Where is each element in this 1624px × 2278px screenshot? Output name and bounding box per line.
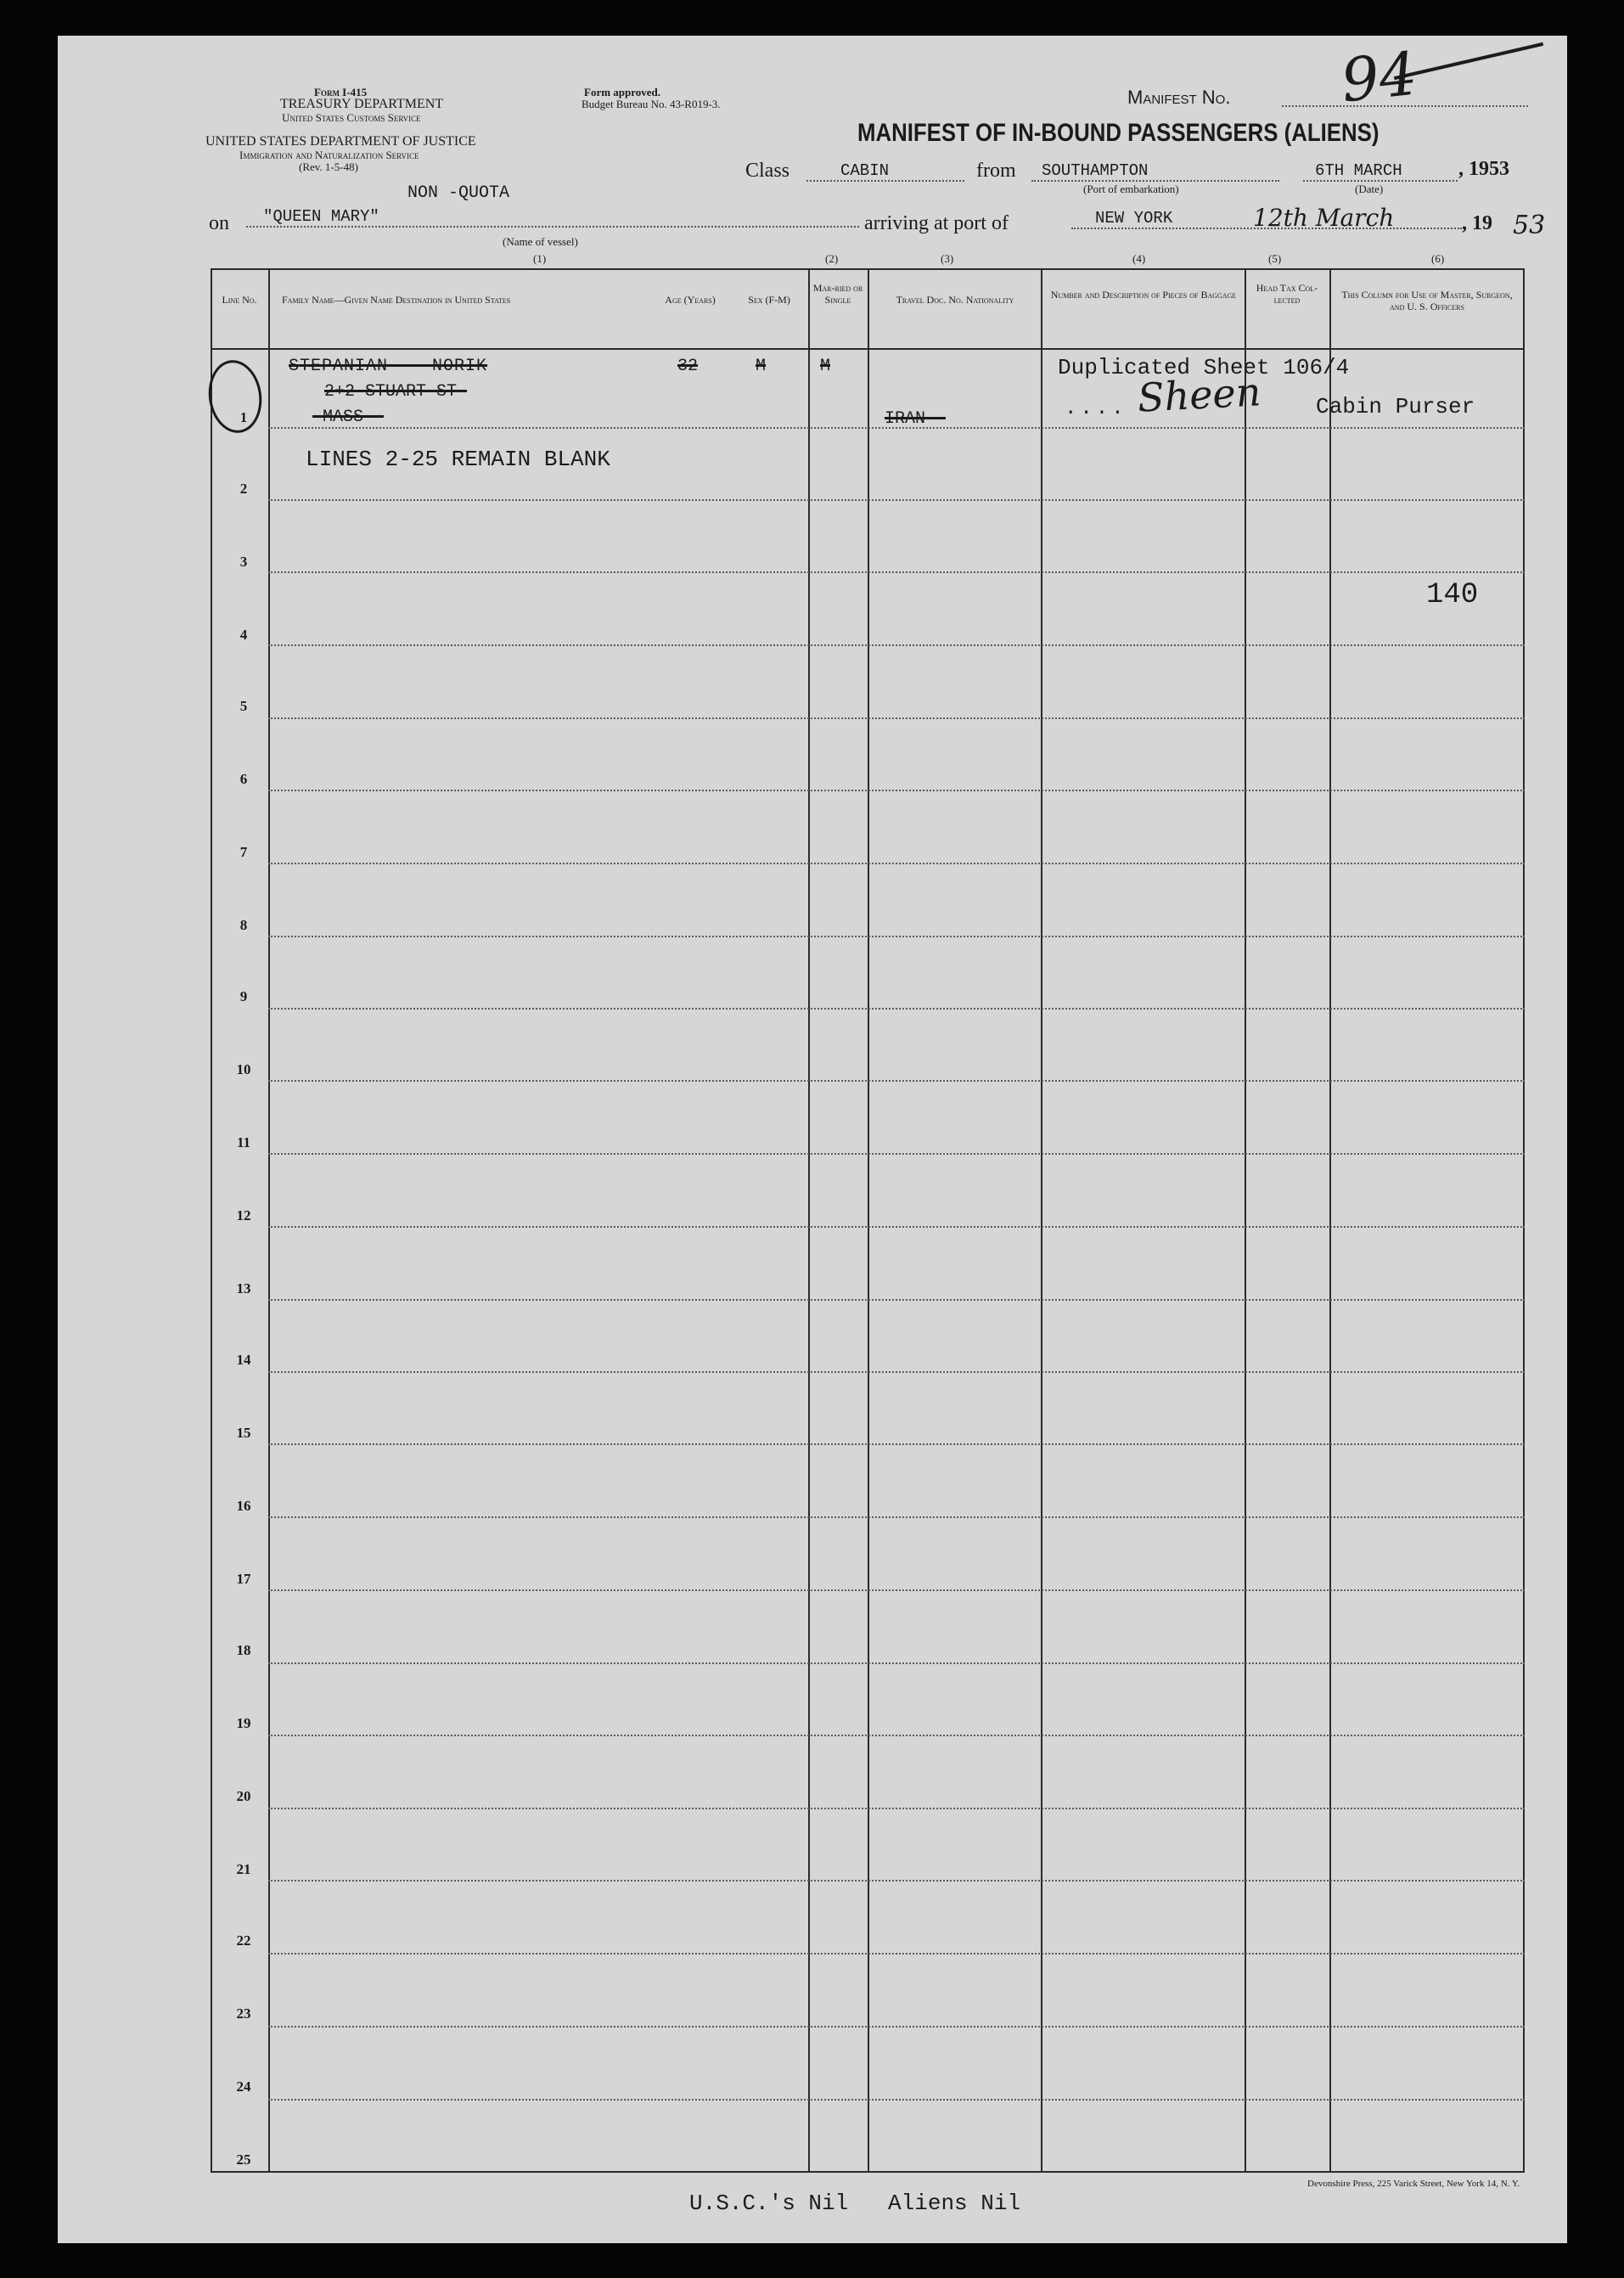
signature-dots: .... <box>1065 397 1127 420</box>
passenger-name: STEPANIAN----NORIK <box>289 357 488 376</box>
row-number: 9 <box>239 988 248 1004</box>
passenger-sex: M <box>756 357 767 376</box>
manifest-number: 94 <box>1337 38 1421 116</box>
row-number: 25 <box>236 2151 251 2168</box>
row-number: 7 <box>239 844 248 860</box>
purser-signature: Sheen <box>1136 368 1262 421</box>
column-number: (3) <box>941 252 954 265</box>
row-number: 12 <box>236 1207 251 1223</box>
column-divider <box>1329 268 1331 2173</box>
header-baggage: Number and Description of Pieces of Baggage <box>1050 289 1237 301</box>
row-number: 2 <box>239 481 248 497</box>
department-of-justice: UNITED STATES DEPARTMENT OF JUSTICE <box>205 134 476 149</box>
row-rule <box>268 1226 1525 1228</box>
row-number: 6 <box>239 771 248 787</box>
treasury-department: TREASURY DEPARTMENT <box>280 97 444 111</box>
passenger-age: 32 <box>677 357 699 376</box>
row-rule <box>268 717 1525 719</box>
row-rule <box>268 571 1525 573</box>
column-divider <box>868 268 869 2173</box>
row-rule <box>268 1443 1525 1445</box>
row-number: 20 <box>236 1788 251 1804</box>
row-rule <box>268 790 1525 791</box>
row-number: 5 <box>239 698 248 714</box>
arrival-date: 12th March <box>1253 204 1395 232</box>
class-label: Class <box>745 160 790 182</box>
class-value: CABIN <box>806 161 964 182</box>
row-number: 4 <box>239 627 248 643</box>
row-number: 16 <box>236 1498 251 1514</box>
row-number: 23 <box>236 2005 251 2022</box>
vessel-name: "QUEEN MARY" <box>246 207 859 228</box>
header-officers: This Column for Use of Master, Surgeon, and U. S. Officers <box>1341 289 1513 312</box>
row-number: 15 <box>236 1425 251 1441</box>
column-divider <box>1041 268 1042 2173</box>
row-number: 8 <box>239 917 248 933</box>
passenger-state: -MASS-- <box>312 408 385 427</box>
row-rule <box>268 936 1525 937</box>
row-number: 14 <box>236 1352 251 1368</box>
row-rule <box>268 2099 1525 2101</box>
on-label: on <box>209 212 229 234</box>
printer-imprint: Devonshire Press, 225 Varick Street, New York 14, N. Y. <box>1307 2179 1520 2189</box>
row-rule <box>268 1953 1525 1955</box>
column-number: (6) <box>1431 252 1445 265</box>
header-married: Mar-ried or Single <box>812 282 863 306</box>
arrival-year-prefix: , 19 <box>1462 212 1492 234</box>
row-number: 1 <box>239 409 248 425</box>
arrival-port: NEW YORK <box>1071 209 1462 229</box>
row-rule <box>268 499 1525 501</box>
row-rule <box>268 863 1525 864</box>
duplicated-sheet-note: Duplicated Sheet 106/4 <box>1058 355 1350 380</box>
column-divider <box>1245 268 1246 2173</box>
row-number: 19 <box>236 1715 251 1731</box>
row-rule <box>268 644 1525 646</box>
column-number: (4) <box>1132 252 1146 265</box>
row-rule <box>268 1589 1525 1591</box>
row-rule <box>268 1008 1525 1010</box>
row-rule <box>268 1516 1525 1518</box>
header-line-no: Line No. <box>222 294 257 306</box>
header-sex: Sex (F-M) <box>748 294 790 306</box>
header-travel-doc: Travel Doc. No. Nationality <box>896 294 1014 306</box>
row-number: 17 <box>236 1571 251 1587</box>
row-number: 13 <box>236 1280 251 1296</box>
row-rule <box>268 1153 1525 1155</box>
row-rule <box>268 2026 1525 2028</box>
departure-year: , 1953 <box>1458 158 1509 180</box>
column-number: (2) <box>825 252 839 265</box>
arrival-year: 53 <box>1513 211 1546 240</box>
passenger-address: 2+2-STUART-ST- <box>324 382 468 402</box>
form-number: Form I-415 <box>314 86 368 98</box>
vessel-caption: (Name of vessel) <box>503 235 578 248</box>
cabin-purser-label: Cabin Purser <box>1316 394 1475 419</box>
row-rule <box>268 1880 1525 1881</box>
ins-service: Immigration and Naturalization Service <box>239 149 419 161</box>
row-number: 10 <box>236 1061 251 1077</box>
row-number: 11 <box>236 1134 251 1150</box>
quota-status: NON -QUOTA <box>407 183 510 203</box>
budget-bureau: Budget Bureau No. 43-R019-3. <box>582 98 721 110</box>
row-number: 18 <box>236 1642 251 1658</box>
passenger-count: 140 <box>1426 579 1479 611</box>
form-approved: Form approved. <box>584 86 661 98</box>
column-divider <box>268 268 270 2173</box>
row-rule <box>268 1371 1525 1373</box>
row-number: 24 <box>236 2078 251 2095</box>
column-number: (1) <box>533 252 547 265</box>
row-rule <box>268 1808 1525 1809</box>
revision-date: (Rev. 1-5-48) <box>299 160 358 173</box>
header-head-tax: Head Tax Col-lected <box>1256 282 1318 306</box>
embarkation-caption: (Port of embarkation) <box>1083 183 1179 195</box>
row-rule <box>268 1662 1525 1664</box>
manifest-no-label: Manifest No. <box>1127 87 1231 108</box>
remain-blank-note: LINES 2-25 REMAIN BLANK <box>306 447 610 472</box>
passenger-nationality: IRAN-- <box>885 409 947 429</box>
departure-date: 6TH MARCH <box>1303 161 1458 182</box>
from-label: from <box>976 160 1016 182</box>
row-number: 3 <box>239 554 248 570</box>
row-rule <box>268 1299 1525 1301</box>
arriving-label: arriving at port of <box>864 212 1009 234</box>
embarkation-port: SOUTHAMPTON <box>1031 161 1279 182</box>
column-number: (5) <box>1268 252 1282 265</box>
footer-nil-note: U.S.C.'s Nil Aliens Nil <box>689 2191 1021 2216</box>
row-rule <box>268 1080 1525 1082</box>
column-divider <box>808 268 810 2173</box>
header-name: Family Name—Given Name Destination in United States <box>282 294 511 306</box>
customs-service: United States Customs Service <box>282 111 421 124</box>
row-number: 21 <box>236 1861 251 1877</box>
date-caption: (Date) <box>1355 183 1384 195</box>
page-title: MANIFEST OF IN-BOUND PASSENGERS (ALIENS) <box>857 119 1380 147</box>
passenger-married: M <box>820 357 831 376</box>
row-number: 22 <box>236 1932 251 1949</box>
header-age: Age (Years) <box>665 294 716 306</box>
row-rule <box>268 1735 1525 1736</box>
